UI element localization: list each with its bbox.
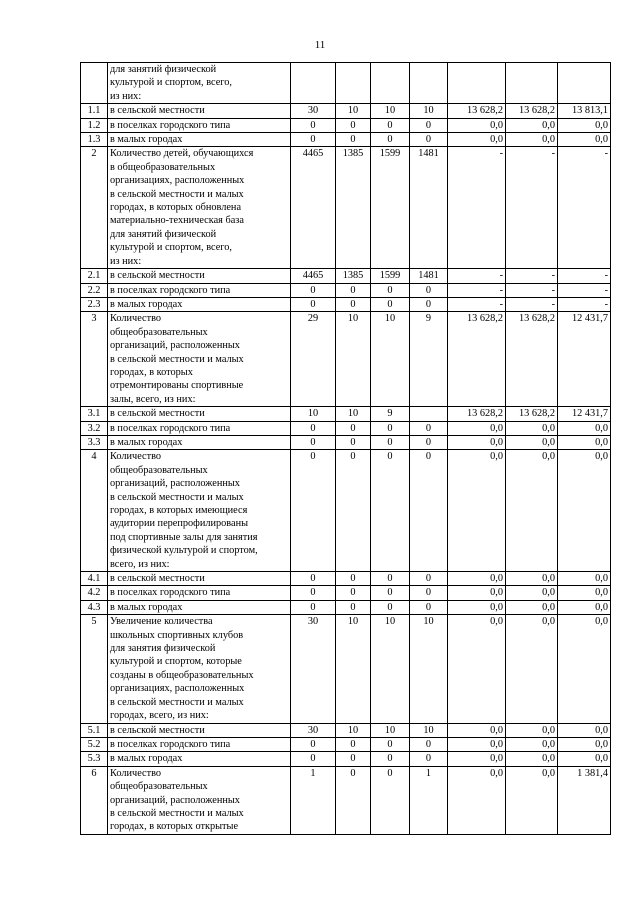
value-year3-cell: 0: [410, 297, 448, 311]
funding-year2-cell: 0,0: [506, 572, 558, 586]
funding-year3-cell: 0,0: [558, 133, 611, 147]
row-number-cell: 1.1: [81, 104, 108, 118]
value-year3-cell: 1481: [410, 269, 448, 283]
row-description-cell: в поселках городского типа: [108, 421, 291, 435]
funding-year3-cell: 0,0: [558, 450, 611, 572]
value-year2-cell: 1599: [371, 147, 410, 269]
value-year2-cell: 0: [371, 421, 410, 435]
funding-year3-cell: 0,0: [558, 752, 611, 766]
value-year3-cell: 10: [410, 104, 448, 118]
value-total-cell: [291, 63, 336, 104]
funding-year2-cell: [506, 63, 558, 104]
value-year2-cell: 10: [371, 104, 410, 118]
row-description-cell: Увеличение количества школьных спортивных клубов для занятия физической культурой и спортом, которые созданы в общеобразовательных организациях, расположенных в сельской местности и малых городах, всего, из них:: [108, 615, 291, 723]
value-total-cell: 0: [291, 297, 336, 311]
value-year3-cell: 0: [410, 586, 448, 600]
page-number: 11: [314, 39, 326, 51]
value-total-cell: 0: [291, 421, 336, 435]
table-row: [81, 600, 611, 614]
funding-year3-cell: 0,0: [558, 723, 611, 737]
value-total-cell: 1: [291, 766, 336, 834]
value-total-cell: 0: [291, 283, 336, 297]
value-total-cell: 4465: [291, 269, 336, 283]
value-year2-cell: 0: [371, 133, 410, 147]
value-total-cell: 0: [291, 450, 336, 572]
value-year1-cell: 0: [336, 572, 371, 586]
value-year2-cell: 1599: [371, 269, 410, 283]
value-year2-cell: 0: [371, 297, 410, 311]
value-year1-cell: 0: [336, 133, 371, 147]
funding-year2-cell: 13 628,2: [506, 104, 558, 118]
value-year2-cell: 9: [371, 407, 410, 421]
row-number-cell: 5.2: [81, 737, 108, 751]
table-row: [81, 723, 611, 737]
funding-year2-cell: -: [506, 269, 558, 283]
value-year1-cell: 10: [336, 615, 371, 723]
value-year3-cell: 0: [410, 421, 448, 435]
value-year1-cell: [336, 63, 371, 104]
value-year1-cell: 10: [336, 407, 371, 421]
row-description-cell: в поселках городского типа: [108, 586, 291, 600]
table-row: [81, 407, 611, 421]
table-row: [81, 297, 611, 311]
row-description-cell: в сельской местности: [108, 723, 291, 737]
table-row: [81, 421, 611, 435]
value-year3-cell: 1: [410, 766, 448, 834]
row-description-cell: в малых городах: [108, 133, 291, 147]
value-year3-cell: [410, 63, 448, 104]
value-year2-cell: 0: [371, 752, 410, 766]
value-year2-cell: 0: [371, 737, 410, 751]
row-number-cell: 3.2: [81, 421, 108, 435]
funding-year1-cell: 13 628,2: [448, 407, 506, 421]
funding-year1-cell: [448, 63, 506, 104]
funding-year1-cell: 0,0: [448, 586, 506, 600]
value-year1-cell: 10: [336, 723, 371, 737]
value-total-cell: 0: [291, 435, 336, 449]
row-number-cell: 5: [81, 615, 108, 723]
funding-year3-cell: [558, 63, 611, 104]
funding-year2-cell: 13 628,2: [506, 312, 558, 407]
funding-year2-cell: 0,0: [506, 133, 558, 147]
value-year2-cell: 0: [371, 450, 410, 572]
funding-year2-cell: 0,0: [506, 615, 558, 723]
row-number-cell: 4.1: [81, 572, 108, 586]
value-total-cell: 30: [291, 723, 336, 737]
funding-year1-cell: 0,0: [448, 723, 506, 737]
funding-year3-cell: 1 381,4: [558, 766, 611, 834]
value-year3-cell: 0: [410, 435, 448, 449]
funding-year3-cell: -: [558, 297, 611, 311]
table-row: [81, 572, 611, 586]
value-year1-cell: 0: [336, 118, 371, 132]
funding-year1-cell: 0,0: [448, 133, 506, 147]
value-year1-cell: 0: [336, 283, 371, 297]
funding-year2-cell: 0,0: [506, 586, 558, 600]
table-row: [81, 766, 611, 834]
value-total-cell: 0: [291, 600, 336, 614]
funding-year3-cell: 13 813,1: [558, 104, 611, 118]
funding-year2-cell: 0,0: [506, 737, 558, 751]
table-row: [81, 147, 611, 269]
value-year1-cell: 0: [336, 737, 371, 751]
table-row: [81, 615, 611, 723]
value-year2-cell: 0: [371, 283, 410, 297]
row-number-cell: 2.3: [81, 297, 108, 311]
value-year3-cell: 0: [410, 118, 448, 132]
funding-year2-cell: 0,0: [506, 421, 558, 435]
value-total-cell: 0: [291, 737, 336, 751]
row-number-cell: 1.2: [81, 118, 108, 132]
funding-year3-cell: 0,0: [558, 421, 611, 435]
value-total-cell: 0: [291, 118, 336, 132]
value-year1-cell: 0: [336, 435, 371, 449]
value-year2-cell: 0: [371, 435, 410, 449]
funding-year1-cell: 13 628,2: [448, 104, 506, 118]
row-description-cell: Количество общеобразовательных организаций, расположенных в сельской местности и малых городах, в которых отремонтированы спортивные залы, всего, из них:: [108, 312, 291, 407]
value-year3-cell: 0: [410, 600, 448, 614]
funding-year2-cell: 0,0: [506, 450, 558, 572]
value-year3-cell: 0: [410, 737, 448, 751]
funding-year2-cell: 13 628,2: [506, 407, 558, 421]
table-row: [81, 450, 611, 572]
funding-year3-cell: 0,0: [558, 572, 611, 586]
value-year3-cell: [410, 407, 448, 421]
value-year1-cell: 10: [336, 104, 371, 118]
value-total-cell: 29: [291, 312, 336, 407]
funding-year1-cell: 0,0: [448, 615, 506, 723]
value-total-cell: 0: [291, 572, 336, 586]
row-number-cell: 6: [81, 766, 108, 834]
table-row: [81, 283, 611, 297]
table-row: [81, 586, 611, 600]
funding-year2-cell: 0,0: [506, 600, 558, 614]
row-number-cell: [81, 63, 108, 104]
value-year1-cell: 1385: [336, 147, 371, 269]
table-row: [81, 269, 611, 283]
value-year3-cell: 0: [410, 572, 448, 586]
row-number-cell: 3: [81, 312, 108, 407]
funding-year3-cell: -: [558, 147, 611, 269]
funding-year2-cell: 0,0: [506, 435, 558, 449]
funding-year1-cell: 0,0: [448, 572, 506, 586]
row-description-cell: в сельской местности: [108, 407, 291, 421]
table-row: [81, 435, 611, 449]
row-number-cell: 3.3: [81, 435, 108, 449]
value-year1-cell: 0: [336, 752, 371, 766]
table-row: [81, 63, 611, 104]
value-year3-cell: 9: [410, 312, 448, 407]
table-row: [81, 133, 611, 147]
funding-year1-cell: 0,0: [448, 766, 506, 834]
table-row: [81, 104, 611, 118]
row-description-cell: Количество общеобразовательных организаций, расположенных в сельской местности и малых городах, в которых открытые: [108, 766, 291, 834]
value-year2-cell: 10: [371, 312, 410, 407]
funding-year2-cell: 0,0: [506, 766, 558, 834]
funding-year2-cell: 0,0: [506, 752, 558, 766]
funding-year1-cell: 0,0: [448, 752, 506, 766]
value-total-cell: 10: [291, 407, 336, 421]
row-number-cell: 2.2: [81, 283, 108, 297]
row-description-cell: в поселках городского типа: [108, 737, 291, 751]
row-description-cell: Количество общеобразовательных организаций, расположенных в сельской местности и малых городах, в которых имеющиеся аудитории перепрофилированы под спортивные залы для занятия физической культурой и спортом, всего, из них:: [108, 450, 291, 572]
funding-year3-cell: -: [558, 283, 611, 297]
funding-year3-cell: -: [558, 269, 611, 283]
funding-year3-cell: 0,0: [558, 118, 611, 132]
funding-year1-cell: 0,0: [448, 450, 506, 572]
funding-year3-cell: 0,0: [558, 600, 611, 614]
indicators-table: [80, 62, 611, 835]
row-description-cell: в сельской местности: [108, 269, 291, 283]
row-number-cell: 5.3: [81, 752, 108, 766]
row-number-cell: 2.1: [81, 269, 108, 283]
table-row: [81, 312, 611, 407]
row-number-cell: 4: [81, 450, 108, 572]
funding-year3-cell: 0,0: [558, 737, 611, 751]
row-number-cell: 2: [81, 147, 108, 269]
value-year2-cell: 0: [371, 118, 410, 132]
funding-year2-cell: 0,0: [506, 118, 558, 132]
value-year3-cell: 0: [410, 283, 448, 297]
value-year2-cell: 0: [371, 572, 410, 586]
row-description-cell: для занятий физической культурой и спортом, всего, из них:: [108, 63, 291, 104]
table-row: [81, 737, 611, 751]
row-description-cell: в малых городах: [108, 752, 291, 766]
row-description-cell: в поселках городского типа: [108, 118, 291, 132]
funding-year3-cell: 12 431,7: [558, 407, 611, 421]
table-body: [81, 63, 611, 835]
row-number-cell: 4.2: [81, 586, 108, 600]
value-year3-cell: 0: [410, 450, 448, 572]
row-description-cell: в сельской местности: [108, 104, 291, 118]
row-description-cell: в малых городах: [108, 600, 291, 614]
row-description-cell: в малых городах: [108, 297, 291, 311]
value-year3-cell: 1481: [410, 147, 448, 269]
table-row: [81, 118, 611, 132]
funding-year3-cell: 0,0: [558, 435, 611, 449]
value-year2-cell: [371, 63, 410, 104]
value-year3-cell: 10: [410, 723, 448, 737]
value-year2-cell: 10: [371, 723, 410, 737]
funding-year2-cell: 0,0: [506, 723, 558, 737]
row-number-cell: 3.1: [81, 407, 108, 421]
value-total-cell: 0: [291, 586, 336, 600]
value-total-cell: 0: [291, 752, 336, 766]
funding-year1-cell: -: [448, 283, 506, 297]
value-total-cell: 30: [291, 104, 336, 118]
funding-year2-cell: -: [506, 283, 558, 297]
value-year3-cell: 0: [410, 133, 448, 147]
funding-year1-cell: -: [448, 147, 506, 269]
funding-year2-cell: -: [506, 147, 558, 269]
funding-year1-cell: 13 628,2: [448, 312, 506, 407]
value-year1-cell: 0: [336, 421, 371, 435]
value-total-cell: 0: [291, 133, 336, 147]
row-number-cell: 4.3: [81, 600, 108, 614]
row-number-cell: 5.1: [81, 723, 108, 737]
value-year3-cell: 0: [410, 752, 448, 766]
row-description-cell: в сельской местности: [108, 572, 291, 586]
value-year1-cell: 0: [336, 766, 371, 834]
value-year1-cell: 0: [336, 297, 371, 311]
value-total-cell: 4465: [291, 147, 336, 269]
row-description-cell: в поселках городского типа: [108, 283, 291, 297]
funding-year1-cell: 0,0: [448, 421, 506, 435]
funding-year1-cell: 0,0: [448, 737, 506, 751]
row-number-cell: 1.3: [81, 133, 108, 147]
funding-year1-cell: 0,0: [448, 600, 506, 614]
funding-year1-cell: 0,0: [448, 118, 506, 132]
funding-year3-cell: 0,0: [558, 586, 611, 600]
funding-year1-cell: 0,0: [448, 435, 506, 449]
value-year3-cell: 10: [410, 615, 448, 723]
funding-year1-cell: -: [448, 297, 506, 311]
funding-year1-cell: -: [448, 269, 506, 283]
value-year2-cell: 0: [371, 600, 410, 614]
value-total-cell: 30: [291, 615, 336, 723]
value-year1-cell: 1385: [336, 269, 371, 283]
table-row: [81, 752, 611, 766]
row-description-cell: в малых городах: [108, 435, 291, 449]
funding-year2-cell: -: [506, 297, 558, 311]
value-year1-cell: 0: [336, 600, 371, 614]
value-year2-cell: 0: [371, 766, 410, 834]
funding-year3-cell: 12 431,7: [558, 312, 611, 407]
value-year2-cell: 10: [371, 615, 410, 723]
value-year2-cell: 0: [371, 586, 410, 600]
value-year1-cell: 0: [336, 586, 371, 600]
value-year1-cell: 10: [336, 312, 371, 407]
value-year1-cell: 0: [336, 450, 371, 572]
funding-year3-cell: 0,0: [558, 615, 611, 723]
row-description-cell: Количество детей, обучающихся в общеобразовательных организациях, расположенных в сельской местности и малых городах, в которых обновлена материально-техническая база для занятий физической культурой и спортом, всего, из них:: [108, 147, 291, 269]
